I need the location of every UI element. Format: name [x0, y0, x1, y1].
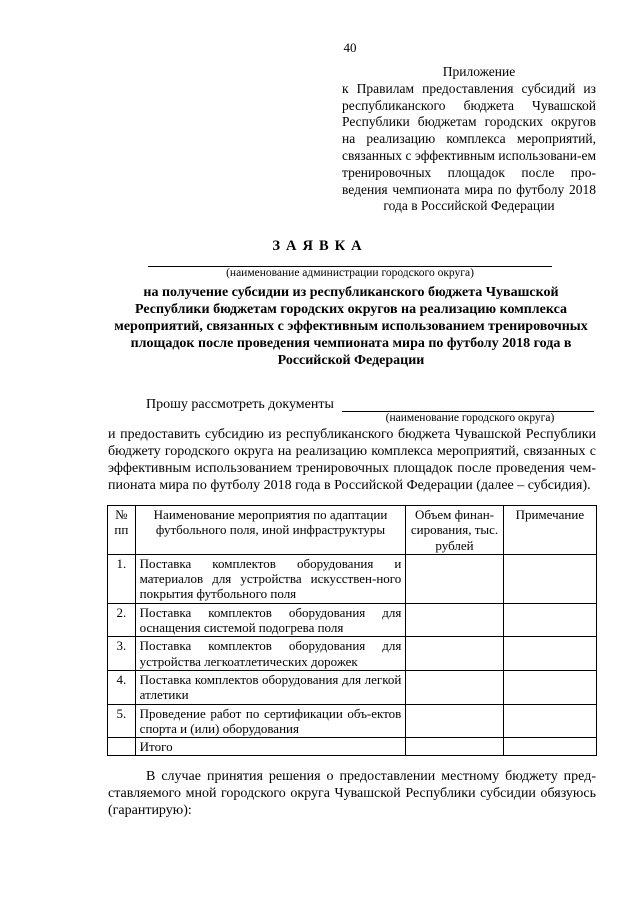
row-num: 4. — [108, 670, 136, 704]
total-label: Итого — [135, 738, 406, 756]
row-volume-cell — [406, 670, 503, 704]
row-volume-cell — [406, 637, 503, 671]
paragraph-request: и предоставить субсидию из республиканского бюджета Чувашской Республики бюджету городского округа на реализацию комплекса мероприятий, связанных с эффективным использованием тренировочных площадок после проведения чем-пионата мира по футболу 2018 года в Российской Федерации (далее – субсидия). — [108, 427, 596, 493]
header-note: Примечание — [503, 506, 596, 555]
row-num: 1. — [108, 554, 136, 603]
row-volume-cell — [406, 554, 503, 603]
table-row — [108, 637, 597, 671]
row-volume-cell — [406, 704, 503, 738]
document-heading: ЗАЯВКА — [272, 238, 368, 254]
total-volume-cell — [406, 738, 503, 756]
appendix-title: Приложение — [442, 64, 516, 79]
row-note-cell — [503, 603, 596, 637]
admin-caption: (наименование администрации городского округа) — [226, 267, 474, 279]
request-caption: (наименование городского округа) — [385, 412, 555, 424]
request-label: Прошу рассмотреть документы — [146, 397, 334, 412]
table-row — [108, 603, 597, 637]
appendix-body: к Правилам предоставления субсидий из республиканского бюджета Чувашской Республики бюджетам городских округов на реализацию комплекса мероприятий, связанных с эффективным использовани-ем тренировочных площадок после про-ведения чемпионата мира по футболу 2018 года в Российской Федерации — [342, 80, 596, 214]
table-row — [108, 704, 597, 738]
header-num: № пп — [108, 506, 136, 555]
row-note-cell — [503, 637, 596, 671]
row-num: 3. — [108, 637, 136, 671]
header-name: Наименование мероприятия по адаптации футбольного поля, иной инфраструктуры — [135, 506, 406, 555]
row-volume-cell — [406, 603, 503, 637]
row-num: 5. — [108, 704, 136, 738]
document-title: на получение субсидии из республиканского бюджета Чувашской Республики бюджетам городских округов на реализацию комплекса мероприятий, связанных с эффективным использованием тренировочных площадок после проведения чемпионата мира по футболу 2018 года в Российской Федерации — [114, 285, 588, 368]
row-note-cell — [503, 554, 596, 603]
paragraph-guarantee: В случае принятия решения о предоставлении местному бюджету пред-ставляемого мной городского округа Чувашской Республики субсидии обязуюсь (гарантирую): — [108, 769, 596, 818]
total-note-cell — [503, 738, 596, 756]
row-name: Поставка комплектов оборудования для оснащения системой подогрева поля — [135, 603, 406, 637]
row-name: Поставка комплектов оборудования и материалов для устройства искусствен-ного покрытия футбольного поля — [135, 554, 406, 603]
row-note-cell — [503, 704, 596, 738]
table-row — [108, 554, 597, 603]
appendix-block — [342, 64, 596, 215]
row-num: 2. — [108, 603, 136, 637]
row-name: Поставка комплектов оборудования для устройства легкоатлетических дорожек — [135, 637, 406, 671]
row-name: Проведение работ по сертификации объ-ектов спорта и (или) оборудования — [135, 704, 406, 738]
page-number: 40 — [343, 40, 357, 55]
row-note-cell — [503, 670, 596, 704]
row-name: Поставка комплектов оборудования для легкой атлетики — [135, 670, 406, 704]
table-total-row — [108, 738, 597, 756]
table-header-row — [108, 506, 597, 555]
row-num — [108, 738, 136, 756]
header-volume: Объем финан-сирования, тыс. рублей — [406, 506, 503, 555]
subsidy-table — [107, 505, 597, 756]
table-row — [108, 670, 597, 704]
